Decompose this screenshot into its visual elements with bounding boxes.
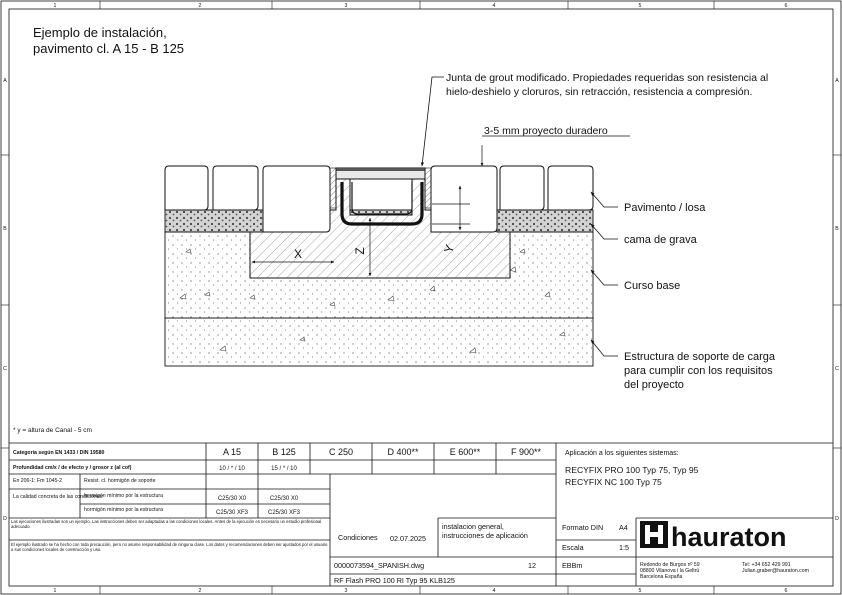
grating-top-edge [336, 168, 425, 171]
grid-row-b-right: B [835, 226, 839, 232]
class-f900: F 900** [510, 447, 542, 457]
callout-base: Curso base [624, 280, 681, 292]
hauraton-logo [640, 521, 787, 552]
footnote: * y = altura de Canal - 5 cm [13, 427, 92, 434]
grid-row-a-right: A [835, 78, 839, 84]
grout-leader [422, 77, 444, 166]
row-a-value-b125: C25/30 X0 [269, 496, 299, 502]
grid-col-6-bottom: 6 [784, 588, 788, 594]
format-label: Formato DIN [562, 523, 604, 532]
note-1: Las ejecuciones ilustradas son un ejemplo. Las instrucciones deben ser adaptadas a las condiciones locales. Antes de la ejecución es necesario un estudio profesional adecuado. [11, 519, 322, 530]
class-b125: B 125 [272, 447, 296, 457]
paving-leader [591, 192, 618, 207]
paving-block-1 [165, 166, 208, 210]
grid-row-a: A [3, 78, 7, 84]
callout-grout-line2: hielo-deshielo y cloruros, sin retracción, resistencia a compresión. [446, 86, 753, 98]
company-address-line3: Barcelona España [640, 574, 683, 580]
grid-row-d: D [3, 516, 7, 522]
grid-col-2: 2 [198, 3, 202, 9]
callout-gap: 3-5 mm proyecto duradero [484, 125, 608, 137]
row-b-value-a15: C25/30 XF3 [215, 510, 249, 516]
class-d400: D 400** [387, 447, 419, 457]
company-email: Julian.graber@hauraton.com [742, 568, 809, 574]
company-name: hauraton [671, 522, 787, 552]
paving-block-2 [213, 166, 258, 210]
code-label: En 206-1: Fm 1045-2 [13, 478, 63, 484]
class-e600: E 600** [449, 447, 481, 457]
grout-joint-right [425, 168, 431, 208]
scale-value: 1:5 [619, 543, 629, 552]
grid-col-5-bottom: 5 [638, 588, 642, 594]
support-leader [591, 340, 618, 356]
base-leader [591, 270, 618, 285]
grid-row-b: B [3, 226, 7, 232]
dimension-z-label: Z [353, 247, 367, 255]
row-a-value-a15: C25/30 X0 [217, 496, 247, 502]
drawing-number: 0000073594_SPANISH.dwg [334, 561, 425, 570]
grid-col-6: 6 [784, 3, 788, 9]
callout-support-line2: para cumplir con los requisitos [624, 365, 773, 377]
channel-inner-wall [352, 182, 412, 214]
company-address-line2: 08800 Vilanova i la Geltrú [640, 568, 700, 574]
application-label: Aplicación a los siguientes sistemas: [565, 450, 679, 457]
note-2: El ejemplo ilustrado se ha hecho con toda precaución, pero no asume responsabilidad de ninguna clase. Los datos y recomendaciones deben ser ajustados por el usuario a sus condiciones locales de construcción y uso. [11, 542, 328, 553]
system-2: RECYFIX NC 100 Typ 75 [565, 477, 662, 487]
depth-value-a15: 10 / * / 10 [219, 466, 245, 472]
system-1: RECYFIX PRO 100 Typ 75, Typ 95 [565, 465, 699, 475]
grid-row-d-right: D [835, 516, 839, 522]
conditions-label: Condiciones [338, 533, 378, 542]
dimension-y-label: Y [441, 242, 458, 255]
paving-block-5 [500, 166, 544, 210]
callout-support-line1: Estructura de soporte de carga [624, 351, 776, 363]
grid-col-5: 5 [638, 3, 642, 9]
note-1-box [11, 519, 329, 540]
depth-value-b125: 15 / * / 10 [271, 466, 297, 472]
code-sub-label: Resist. cl. hormigón de soporte [84, 478, 156, 484]
support-structure-texture [165, 318, 593, 366]
row-b-value-b125: C25/30 XF3 [267, 510, 301, 516]
grid-col-1-bottom: 1 [53, 588, 57, 594]
grid-row-c-right: C [835, 366, 839, 372]
row-b-label: hormigón mínimo por la estructura [84, 507, 163, 513]
grid-col-1: 1 [53, 3, 57, 9]
class-c250: C 250 [328, 447, 354, 457]
grid-col-4-bottom: 4 [492, 588, 496, 594]
format-value: A4 [619, 523, 628, 532]
depth-label: Profundidad cm/x / de efecto y / grosor z (al cof) [13, 465, 132, 471]
description-line2: instrucciones de aplicación [442, 531, 528, 540]
class-a15: A 15 [222, 447, 242, 457]
sheet-number: 12 [528, 561, 536, 570]
company-address-line1: Redondo de Burgos nº 59 [640, 562, 700, 568]
grid-row-c: C [3, 366, 7, 372]
grid-col-3: 3 [344, 3, 348, 9]
callout-paving: Pavimento / losa [624, 202, 706, 214]
callout-gravel: cama de grava [624, 234, 697, 246]
callout-grout-line1: Junta de grout modificado. Propiedades requeridas son resistencia al [446, 72, 769, 84]
callout-support-line3: del proyecto [624, 379, 684, 391]
cross-section [165, 145, 593, 366]
description-line1: instalacion general, [442, 522, 504, 531]
dimension-x-label: X [293, 247, 303, 261]
grid-col-4: 4 [492, 3, 496, 9]
grid-col-3-bottom: 3 [344, 588, 348, 594]
paving-block-4 [431, 166, 497, 232]
drawing-title-line2: pavimento cl. A 15 - B 125 [33, 41, 185, 56]
company-phone: Tel: +34 652 429 991 [742, 562, 791, 568]
quality-label: La calidad concreta de las condiciones: [13, 494, 104, 500]
issue-date: 02.07.2025 [390, 534, 426, 543]
drawn-by: EBBm [562, 561, 583, 570]
paving-block-6 [548, 166, 593, 210]
scale-label: Escala [562, 543, 584, 552]
drawing-title-line1: Ejemplo de instalación, [33, 25, 167, 40]
note-2-box [11, 542, 329, 566]
paving-block-3 [263, 166, 330, 232]
category-label: Categoría según EN 1433 / DIN 19580 [13, 450, 105, 456]
grout-joint-left [330, 168, 336, 208]
row-a-label: hormigón mínimo por la estructura [84, 493, 163, 499]
grid-col-2-bottom: 2 [198, 588, 202, 594]
gravel-leader [591, 224, 618, 239]
product-reference: RF Flash PRO 100 RI Typ 95 KLB125 [334, 576, 455, 585]
